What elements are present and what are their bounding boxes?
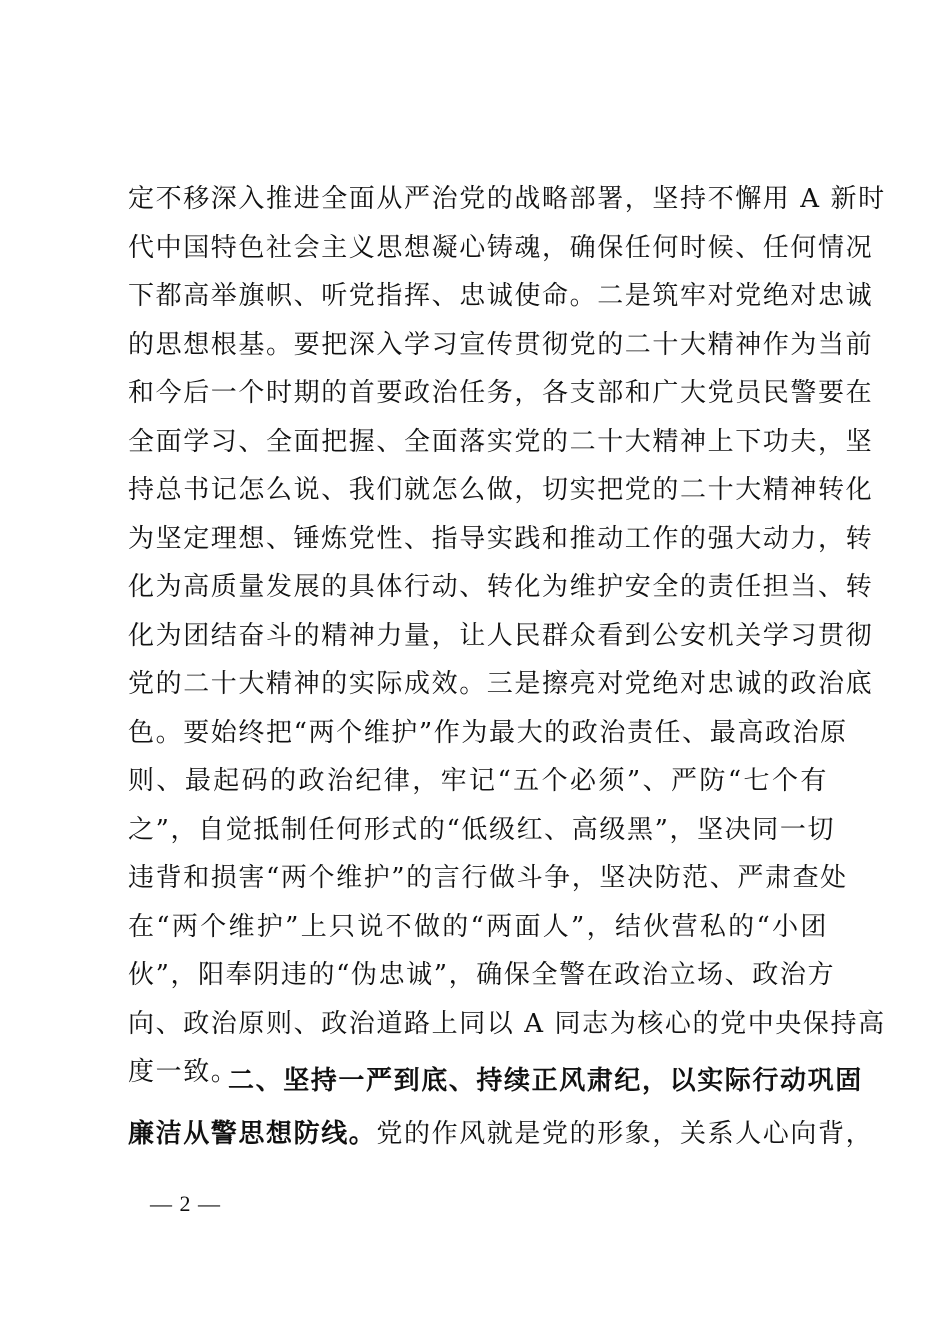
text-line: 为坚定理想、锤炼党性、指导实践和推动工作的强大动力，转: [128, 523, 874, 554]
text-line: 的思想根基。要把深入学习宣传贯彻党的二十大精神作为当前: [128, 329, 874, 360]
heading-continuation-line: [128, 1108, 874, 1161]
text-line: 化为团结奋斗的精神力量，让人民群众看到公安机关学习贯彻: [128, 620, 874, 651]
text-line: 化为高质量发展的具体行动、转化为维护安全的责任担当、转: [128, 572, 874, 602]
text-line: 向、政治原则、政治道路上同以 A 同志为核心的党中央保持高: [128, 1008, 886, 1039]
text-line: 和今后一个时期的首要政治任务，各支部和广大党员民警要在: [128, 378, 874, 408]
page-number: — 2 —: [150, 1191, 221, 1216]
section-heading: 二、坚持一严到底、持续正风肃纪，以实际行动巩固: [228, 1066, 863, 1096]
text-line: 度一致。: [128, 1057, 239, 1087]
text-line: 下都高举旗帜、听党指挥、忠诚使命。二是筑牢对党绝对忠诚: [128, 281, 874, 311]
text-line: 持总书记怎么说、我们就怎么做，切实把党的二十大精神转化: [128, 475, 874, 505]
text-line: 党的二十大精神的实际成效。三是擦亮对党绝对忠诚的政治底: [128, 669, 874, 699]
paragraph-text: 党的作风就是党的形象，关系人心向背，: [376, 1119, 874, 1149]
text-line: 之”，自觉抵制任何形式的“低级红、高级黑”，坚决同一切: [128, 814, 836, 845]
body-paragraph: [128, 175, 886, 1097]
section-heading-end: 廉洁从警思想防线。: [128, 1119, 377, 1149]
section-heading-paragraph: [128, 1055, 874, 1161]
text-line: 全面学习、全面把握、全面落实党的二十大精神上下功夫，坚: [128, 426, 874, 457]
text-line: 违背和损害“两个维护”的言行做斗争，坚决防范、严肃查处: [128, 863, 848, 893]
text-line: 色。要始终把“两个维护”作为最大的政治责任、最高政治原: [128, 717, 848, 748]
text-line: 在“两个维护”上只说不做的“两面人”，结伙营私的“小团: [128, 911, 828, 942]
text-line: 则、最起码的政治纪律，牢记“五个必须”、严防“七个有: [128, 766, 828, 796]
text-line: 伙”，阳奉阴违的“伪忠诚”，确保全警在政治立场、政治方: [128, 960, 836, 990]
text-line: 代中国特色社会主义思想凝心铸魂，确保任何时候、任何情况: [128, 232, 874, 263]
text-line: 定不移深入推进全面从严治党的战略部署，坚持不懈用 A 新时: [128, 184, 886, 214]
